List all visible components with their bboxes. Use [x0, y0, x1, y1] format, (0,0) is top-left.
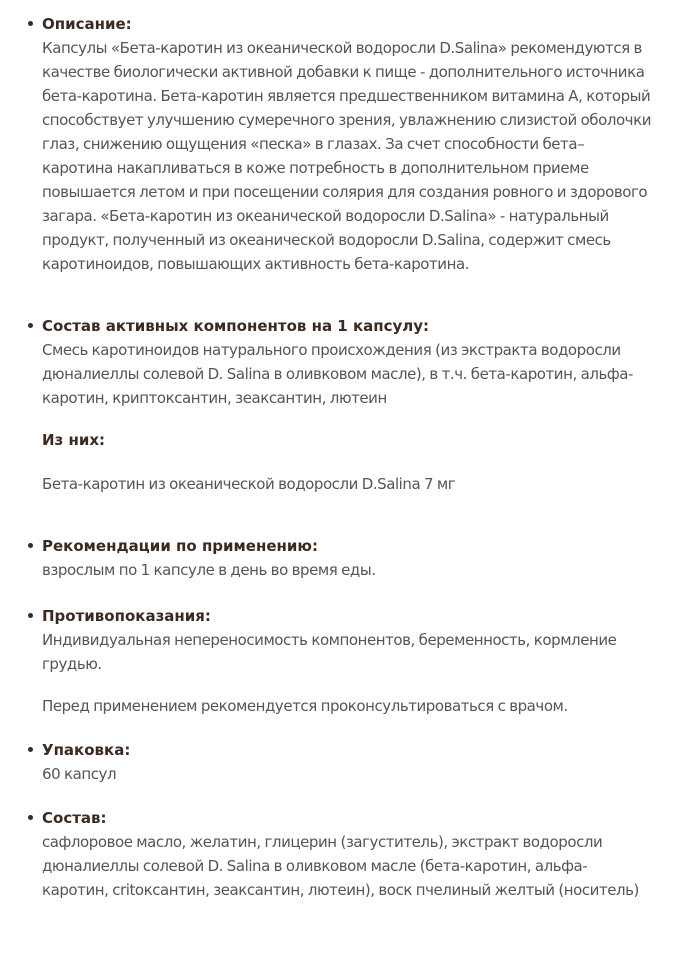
- section-text: Индивидуальная непереносимость компонентов, беременность, кормление грудью.: [42, 631, 617, 673]
- bullet-icon: [28, 543, 33, 548]
- section-text: сафлоровое масло, желатин, глицерин (загуститель), экстракт водоросли дюналиеллы солевой D. Salina в оливковом масле (бета-каротин, альфа-каротин, critoксантин, зеаксантин, лютеин), воск пчелиный желтый (носитель): [42, 833, 639, 899]
- section-text: Капсулы «Бета-каротин из океанической водоросли D.Salina» рекомендуются в качестве биологически активной добавки к пище - дополнительного источника бета-каротина. Бета-каротин является предшественником витамина А, который способствует улучшению сумеречного зрения, увлажнению слизистой оболочки глаз, снижению ощущения «песка» в глазах. За счет способности бета–каротина накапливаться в коже потребность в дополнительном приеме повышается летом и при посещении солярия для создания ровного и здорового загара. «Бета-каротин из океанической водоросли D.Salina» - натуральный продукт, полученный из океанической водоросли D.Salina, содержит смесь каротиноидов, повышающих активность бета-каротина.: [42, 39, 652, 273]
- section-text: взрослым по 1 капсуле в день во время еды.: [42, 561, 376, 579]
- section-text: Смесь каротиноидов натурального происхождения (из экстракта водоросли дюналиеллы солевой D. Salina в оливковом масле), в т.ч. бета-каротин, альфа-каротин, криптоксантин, зеаксантин, лютеин: [42, 341, 633, 407]
- section-packaging: [42, 738, 653, 786]
- section-contraindications: [42, 604, 653, 718]
- section-note: Перед применением рекомендуется проконсультироваться с врачом.: [42, 697, 568, 715]
- section-heading: Противопоказания:: [42, 607, 211, 625]
- section-heading: Упаковка:: [42, 741, 131, 759]
- section-text: 60 капсул: [42, 765, 117, 783]
- bullet-icon: [28, 815, 33, 820]
- bullet-icon: [28, 613, 33, 618]
- section-usage: [42, 534, 653, 582]
- section-active-components: [42, 314, 653, 496]
- bullet-icon: [28, 323, 33, 328]
- section-heading: Состав:: [42, 809, 107, 827]
- section-composition: [42, 806, 653, 902]
- section-heading: Описание:: [42, 15, 132, 33]
- section-heading: Состав активных компонентов на 1 капсулу:: [42, 317, 430, 335]
- section-heading: Рекомендации по применению:: [42, 537, 318, 555]
- bullet-icon: [28, 747, 33, 752]
- subsection-text: Бета-каротин из океанической водоросли D.Salina 7 мг: [42, 475, 456, 493]
- section-description: [42, 12, 653, 276]
- subsection-heading: Из них:: [42, 431, 106, 449]
- bullet-icon: [28, 21, 33, 26]
